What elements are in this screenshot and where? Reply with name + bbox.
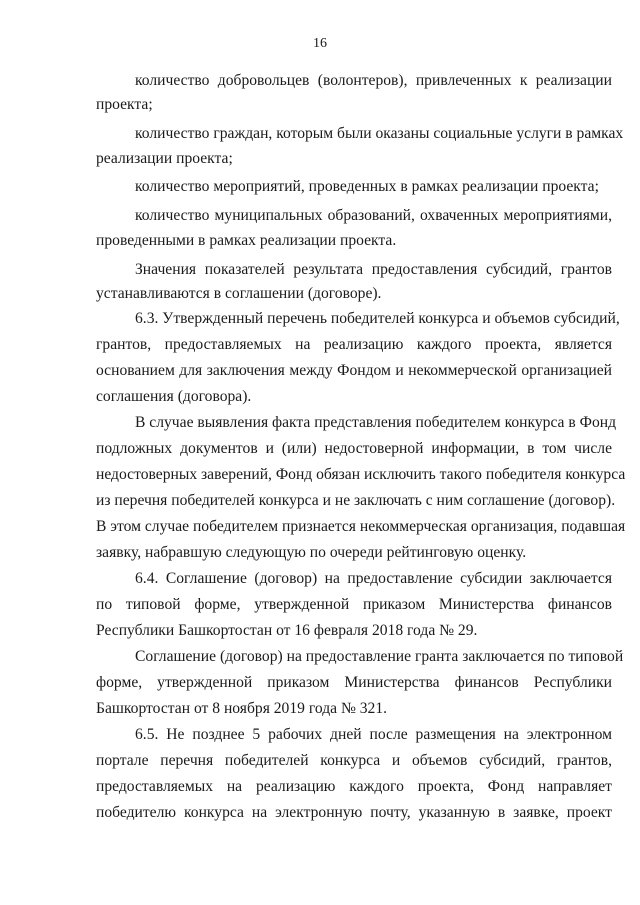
text-line: форме, утвержденной приказом Министерства финансов Республики <box>96 674 612 691</box>
text-line: количество муниципальных образований, охваченных мероприятиями, <box>135 207 612 224</box>
text-line: недостоверных заверений, Фонд обязан исключить такого победителя конкурса <box>96 466 626 483</box>
text-line: заявку, набравшую следующую по очереди рейтинговую оценку. <box>96 544 527 561</box>
text-line: основанием для заключения между Фондом и некоммерческой организацией <box>96 362 612 379</box>
text-line: Соглашение (договор) на предоставление гранта заключается по типовой <box>135 648 624 665</box>
text-line: Башкортостан от 8 ноября 2019 года № 321. <box>96 700 388 717</box>
text-line: В этом случае победителем признается некоммерческая организация, подавшая <box>96 518 626 535</box>
text-line: соглашения (договора). <box>96 388 252 405</box>
text-line: победителю конкурса на электронную почту, указанную в заявке, проект <box>96 804 612 821</box>
text-line: подложных документов и (или) недостоверной информации, в том числе <box>96 440 612 457</box>
text-line: количество добровольцев (волонтеров), привлеченных к реализации <box>135 72 612 89</box>
text-line: 6.5. Не позднее 5 рабочих дней после размещения на электронном <box>135 726 612 743</box>
text-line: реализации проекта; <box>96 150 233 167</box>
text-line: предоставляемых на реализацию каждого проекта, Фонд направляет <box>96 778 612 795</box>
text-line: В случае выявления факта представления победителем конкурса в Фонд <box>135 414 617 431</box>
text-line: проекта; <box>96 96 153 113</box>
text-line: проведенными в рамках реализации проекта. <box>96 232 397 249</box>
text-line: портале перечня победителей конкурса и объемов субсидий, грантов, <box>96 752 612 769</box>
text-line: Республики Башкортостан от 16 февраля 2018 года № 29. <box>96 622 478 639</box>
text-line: 6.4. Соглашение (договор) на предоставление субсидии заключается <box>135 570 612 587</box>
text-line: устанавливаются в соглашении (договоре). <box>96 285 382 302</box>
text-line: Значения показателей результата предоставления субсидий, грантов <box>135 261 612 278</box>
page-number: 16 <box>313 36 327 51</box>
text-line: 6.3. Утвержденный перечень победителей конкурса и объемов субсидий, <box>135 310 620 327</box>
text-line: из перечня победителей конкурса и не заключать с ним соглашение (договор). <box>96 492 616 509</box>
text-line: грантов, предоставляемых на реализацию каждого проекта, является <box>96 336 612 353</box>
text-line: по типовой форме, утвержденной приказом Министерства финансов <box>96 596 612 613</box>
text-line: количество мероприятий, проведенных в рамках реализации проекта; <box>135 178 599 195</box>
text-line: количество граждан, которым были оказаны социальные услуги в рамках <box>135 125 624 142</box>
